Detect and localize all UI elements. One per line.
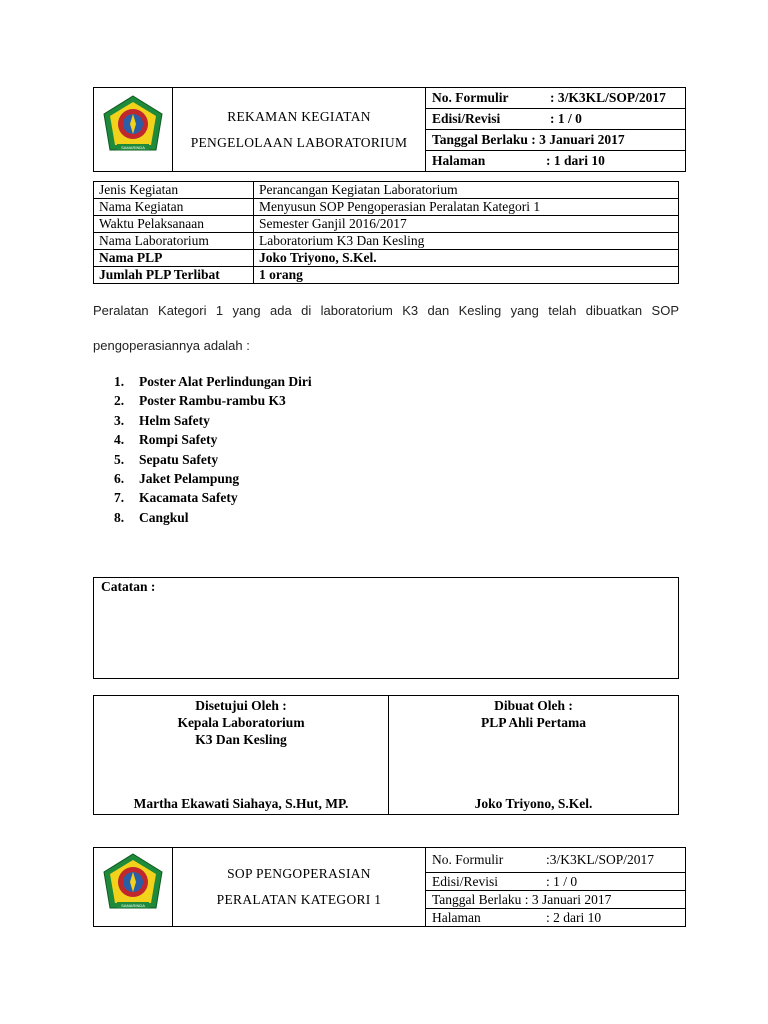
institution-logo-icon	[100, 852, 166, 918]
meta-value: : 3 Januari 2017	[531, 132, 625, 147]
info-value: 1 orang	[254, 267, 679, 284]
meta-value: : 3/K3KL/SOP/2017	[550, 90, 666, 105]
list-number: 1.	[114, 374, 125, 389]
logo-cell	[94, 88, 173, 172]
signature-created	[389, 696, 679, 815]
info-value: Perancangan Kegiatan Laboratorium	[254, 182, 679, 199]
info-key: Nama Laboratorium	[94, 233, 254, 250]
list-item	[114, 391, 312, 410]
form-header-page1	[93, 87, 686, 172]
table-row	[94, 250, 679, 267]
meta-key: No. Formulir	[432, 852, 504, 867]
list-text: Kacamata Safety	[139, 490, 238, 506]
signature-approved	[94, 696, 389, 815]
form-header-page2	[93, 847, 686, 927]
meta-key: Tanggal Berlaku	[432, 891, 522, 907]
info-value: Semester Ganjil 2016/2017	[254, 216, 679, 233]
list-text: Cangkul	[139, 509, 189, 525]
approver-name: Martha Ekawati Siahaya, S.Hut, MP.	[133, 796, 349, 811]
meta-halaman	[426, 151, 686, 172]
institution-logo-icon	[100, 94, 166, 160]
meta-key: Edisi/Revisi	[432, 873, 499, 889]
form-title	[173, 88, 426, 172]
notes-box	[93, 577, 679, 679]
form-title-line2: PERALATAN KATEGORI 1	[216, 892, 382, 907]
form-title	[173, 848, 426, 927]
meta-value: : 3 Januari 2017	[524, 891, 612, 907]
svg-text:SAMARINDA: SAMARINDA	[121, 902, 145, 908]
list-number: 3.	[114, 412, 125, 428]
info-key: Nama PLP	[94, 250, 254, 267]
approved-label: Disetujui Oleh :	[195, 698, 287, 713]
approved-role: Kepala Laboratorium	[177, 715, 305, 730]
logo-cell	[94, 848, 173, 927]
table-row	[94, 216, 679, 233]
form-title-line2: PENGELOLAAN LABORATORIUM	[190, 134, 408, 150]
info-key: Jenis Kegiatan	[94, 182, 254, 199]
list-item	[114, 430, 312, 449]
meta-key: Halaman	[432, 153, 486, 168]
svg-text:SAMARINDA: SAMARINDA	[121, 145, 145, 150]
signature-table	[93, 695, 679, 815]
meta-value: :3/K3KL/SOP/2017	[546, 852, 655, 867]
meta-tanggal	[426, 891, 686, 909]
table-row	[94, 199, 679, 216]
list-text: Helm Safety	[139, 412, 210, 428]
list-number: 7.	[114, 490, 125, 506]
activity-info-table	[93, 181, 679, 284]
meta-no-formulir	[426, 848, 686, 873]
list-number: 2.	[114, 393, 125, 409]
table-row	[94, 233, 679, 250]
list-text: Poster Alat Perlindungan Diri	[139, 374, 312, 389]
form-title-line1: REKAMAN KEGIATAN	[227, 108, 371, 124]
list-item	[114, 450, 312, 469]
notes-label: Catatan :	[101, 579, 156, 594]
list-text: Rompi Safety	[139, 432, 218, 448]
equipment-list	[114, 372, 312, 527]
info-value: Menyusun SOP Pengoperasian Peralatan Kategori 1	[254, 199, 679, 216]
meta-key: Tanggal Berlaku	[432, 132, 528, 147]
meta-value: : 2 dari 10	[546, 909, 602, 925]
list-number: 4.	[114, 432, 125, 448]
meta-no-formulir	[426, 88, 686, 109]
list-number: 6.	[114, 470, 125, 486]
meta-value: : 1 / 0	[546, 873, 578, 889]
intro-paragraph-line1: Peralatan Kategori 1 yang ada di laboratorium K3 dan Kesling yang telah dibuatkan SOP	[93, 303, 679, 318]
created-label: Dibuat Oleh :	[494, 698, 573, 713]
meta-edisi	[426, 873, 686, 891]
meta-value: : 1 / 0	[550, 111, 582, 126]
meta-value: : 1 dari 10	[546, 153, 605, 168]
list-number: 5.	[114, 451, 125, 467]
info-value: Laboratorium K3 Dan Kesling	[254, 233, 679, 250]
creator-name: Joko Triyono, S.Kel.	[474, 796, 593, 811]
list-item	[114, 372, 312, 391]
info-key: Waktu Pelaksanaan	[94, 216, 254, 233]
list-number: 8.	[114, 509, 125, 525]
approved-role-unit: K3 Dan Kesling	[195, 732, 287, 747]
list-item	[114, 469, 312, 488]
list-item	[114, 508, 312, 527]
info-key: Jumlah PLP Terlibat	[94, 267, 254, 284]
table-row	[94, 182, 679, 199]
creator-role: PLP Ahli Pertama	[481, 715, 586, 730]
meta-key: No. Formulir	[432, 90, 509, 105]
info-key: Nama Kegiatan	[94, 199, 254, 216]
intro-paragraph-line2: pengoperasiannya adalah :	[93, 338, 250, 353]
list-text: Jaket Pelampung	[139, 470, 240, 486]
form-title-line1: SOP PENGOPERASIAN	[227, 866, 371, 881]
meta-halaman	[426, 909, 686, 927]
meta-tanggal	[426, 130, 686, 151]
list-text: Sepatu Safety	[139, 451, 219, 467]
info-value: Joko Triyono, S.Kel.	[254, 250, 679, 267]
meta-edisi	[426, 109, 686, 130]
list-item	[114, 488, 312, 507]
table-row	[94, 267, 679, 284]
meta-key: Edisi/Revisi	[432, 111, 501, 126]
list-item	[114, 411, 312, 430]
list-text: Poster Rambu-rambu K3	[139, 393, 286, 409]
meta-key: Halaman	[432, 909, 481, 925]
